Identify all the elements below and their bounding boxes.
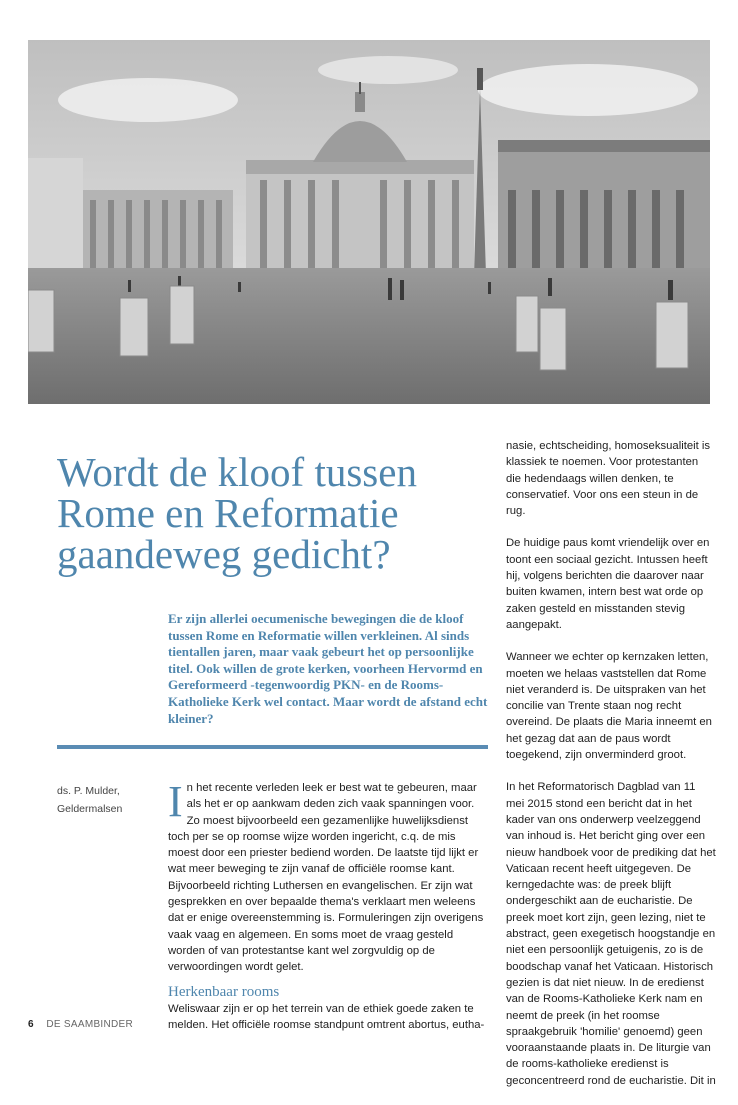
text-column-1 (168, 777, 488, 1033)
paragraph-2-end: nasie, echtscheiding, homoseksualiteit is klassiek te noemen. Voor protestanten die hedendaags willen denken, te conservatief. Voor ons een steun in de rug. (506, 440, 711, 518)
paragraph-3: De huidige paus komt vriendelijk over en toont een sociaal gezicht. Intussen heeft hij, volgens berichten die daarover naar buiten kwamen, intern best wat orde op zaken gesteld en misstanden stevig aangepakt. (506, 537, 710, 631)
drop-cap: I (168, 777, 183, 826)
article-lead: Er zijn allerlei oecumenische bewegingen die de kloof tussen Rome en Reformatie willen verkleinen. Al sinds tientallen jaren, maar vaak gebeurt het op persoonlijke titel. Ook willen de grote kerken, voorheen Hervormd en Gereformeerd -tegenwoordig PKN- en de Rooms-Katholieke Kerk wel contact. Maar wordt de afstand echt kleiner? (168, 611, 488, 726)
paragraph-2-start: Weliswaar zijn er op het terrein van de ethiek goede zaken te melden. Het officiële roomse standpunt omtrent abortus, eutha- (168, 1002, 485, 1031)
article-photo (28, 40, 710, 404)
page-number: 6 (28, 1019, 34, 1030)
article-title: Wordt de kloof tussen Rome en Reformatie gaandeweg gedicht? (57, 449, 417, 577)
st-peters-square-image (28, 40, 710, 404)
author-place: Geldermalsen (57, 803, 123, 815)
magazine-name: DE SAAMBINDER (46, 1019, 134, 1030)
page-footer (28, 1018, 133, 1032)
paragraph-1-text: n het recente verleden leek er best wat te gebeuren, maar als het er op aankwam deden zich vaak spanningen voor. Zo moest bijvoorbeeld een gezamenlijke huwelijksdienst toch per se op roomse wijze worden ingericht, c.q. de mis moest door een priester bediend worden. De laatste tijd lijkt er wat meer beweging te zijn vanaf de officiële roomse kant. Bijvoorbeeld richting Luthersen en evangelischen. Er zijn wat gesprekken en over bepaalde thema's verklaart men weleens dat er enige overeenstemming is. Formuleringen zijn overigens vaak vaag en algemeen. En soms moet de vraag gesteld worden of van protestantse kant wel zorgvuldig op de verwoordingen wordt gelet. (168, 782, 484, 974)
author-byline (57, 782, 157, 818)
section-divider (57, 745, 488, 749)
paragraph-1 (168, 777, 488, 976)
author-name: ds. P. Mulder, (57, 785, 120, 797)
paragraph-4: Wanneer we echter op kernzaken letten, moeten we helaas vaststellen dat Rome niet veranderd is. De uitspraken van het concilie van Trente staan nog recht overeind. De plaats die Maria inneemt en het gezag dat aan de paus wordt toegekend, zijn onverminderd groot. (506, 651, 712, 762)
subheading: Herkenbaar rooms (168, 983, 280, 1000)
paragraph-5: In het Reformatorisch Dagblad van 11 mei 2015 stond een bericht dat in het kader van ons onderwerp veelzeggend van inhoud is. Het bericht ging over een nieuw handboek voor de prediking dat het Vaticaan recent heeft uitgegeven. De kerngedachte was: de preek blijft ondergeschikt aan de eucharistie. De preek moet kort zijn, geen lezing, niet te abstract, geen exegetisch hoogstandje en niet een persoonlijk getuigenis, zo is de boodschap vanaf het Vaticaan. Historisch gezien is dat niet nieuw. In de eredienst van de Rooms-Katholieke Kerk nam en neemt de preek (in het roomse spraakgebruik 'homilie' genoemd) geen vooraanstaande plaats in. De liturgie van de rooms-katholieke eredienst is geconcentreerd rond de eucharistie. Dit in (506, 781, 716, 1087)
text-column-2 (506, 438, 716, 1105)
